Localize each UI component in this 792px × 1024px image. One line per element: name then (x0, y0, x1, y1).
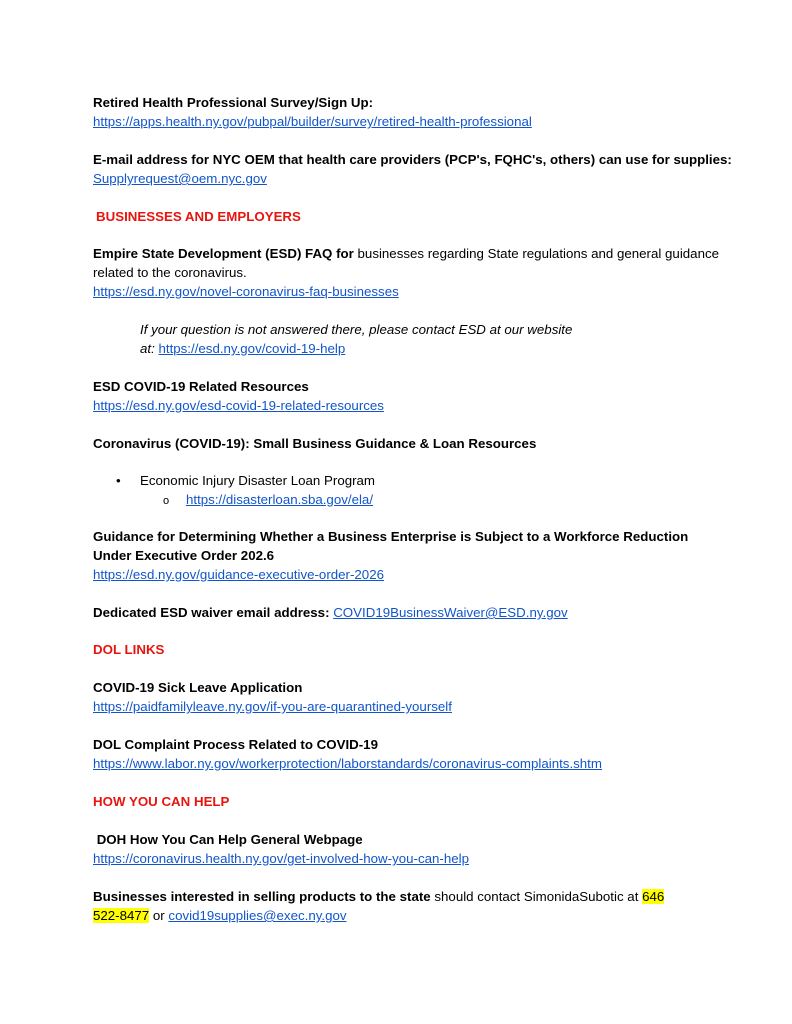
guidance-link[interactable]: https://esd.ny.gov/guidance-executive-order-2026 (93, 567, 384, 582)
selling-or: or (149, 908, 169, 923)
doh-help-link[interactable]: https://coronavirus.health.ny.gov/get-involved-how-you-can-help (93, 851, 469, 866)
bullet-item (116, 471, 375, 490)
selling-text: should contact SimonidaSubotic at (430, 889, 643, 904)
sick-leave-link[interactable]: https://paidfamilyleave.ny.gov/if-you-are-quarantined-yourself (93, 699, 452, 714)
retired-link[interactable]: https://apps.health.ny.gov/pubpal/builder/survey/retired-health-professional (93, 114, 532, 129)
disaster-loan-link[interactable]: https://disasterloan.sba.gov/ela/ (186, 492, 374, 507)
oem-label: E-mail address for NYC OEM that health care providers (PCP's, FQHC's, others) can use for supplies: (93, 152, 732, 167)
businesses-heading: BUSINESSES AND EMPLOYERS (96, 209, 301, 224)
dol-heading: DOL LINKS (93, 642, 165, 657)
esd-faq-text: businesses regarding State regulations and general guidance related to the coronavirus. (93, 246, 720, 280)
retired-label: Retired Health Professional Survey/Sign Up: (93, 95, 374, 110)
oem-section (93, 150, 733, 188)
esd-faq-bold: Empire State Development (ESD) FAQ for (93, 246, 354, 261)
guidance-label: Guidance for Determining Whether a Business Enterprise is Subject to a Workforce Reduction Under Executive Order 202.6 (93, 529, 689, 563)
sub-bullet-item (163, 490, 373, 511)
esd-resources-section (93, 377, 733, 415)
sick-leave-label: COVID-19 Sick Leave Application (93, 680, 303, 695)
sub-bullet-circle-icon: o (163, 495, 170, 507)
small-business-label: Coronavirus (COVID-19): Small Business Guidance & Loan Resources (93, 436, 537, 451)
dol-complaint-label: DOL Complaint Process Related to COVID-19 (93, 737, 378, 752)
selling-bold: Businesses interested in selling products to the state (93, 889, 431, 904)
supplies-email-link[interactable]: covid19supplies@exec.ny.gov (168, 908, 347, 923)
phone-part1: 646 (642, 889, 665, 904)
bullet-dot-icon: • (116, 473, 121, 488)
esd-faq-section (93, 244, 733, 301)
phone-part2: 522-8477 (93, 908, 150, 923)
waiver-email-link[interactable]: COVID19BusinessWaiver@ESD.ny.gov (333, 605, 568, 620)
sick-leave-section (93, 678, 733, 716)
doh-help-label: DOH How You Can Help General Webpage (93, 832, 363, 847)
esd-faq-note-line1: If your question is not answered there, please contact ESD at our website (140, 322, 573, 337)
dol-complaint-section (93, 735, 753, 773)
help-heading: HOW YOU CAN HELP (93, 794, 230, 809)
esd-resources-link[interactable]: https://esd.ny.gov/esd-covid-19-related-resources (93, 398, 384, 413)
dol-complaint-link[interactable]: https://www.labor.ny.gov/workerprotection/laborstandards/coronavirus-complaints.shtm (93, 756, 602, 771)
waiver-section (93, 603, 733, 622)
waiver-label: Dedicated ESD waiver email address: (93, 605, 330, 620)
esd-help-link[interactable]: https://esd.ny.gov/covid-19-help (158, 341, 346, 356)
guidance-section (93, 527, 713, 584)
esd-faq-note: If your question is not answered there, please contact ESD at our website at: https://esd.ny.gov/covid-19-help (140, 322, 573, 356)
oem-email-link[interactable]: Supplyrequest@oem.nyc.gov (93, 171, 267, 186)
esd-resources-label: ESD COVID-19 Related Resources (93, 379, 309, 394)
bullet-text: Economic Injury Disaster Loan Program (140, 473, 376, 488)
esd-faq-link[interactable]: https://esd.ny.gov/novel-coronavirus-faq-businesses (93, 284, 399, 299)
esd-faq-note-prefix: at (140, 341, 152, 356)
doh-help-section (93, 830, 733, 868)
selling-section (93, 887, 693, 925)
retired-section (93, 93, 733, 131)
